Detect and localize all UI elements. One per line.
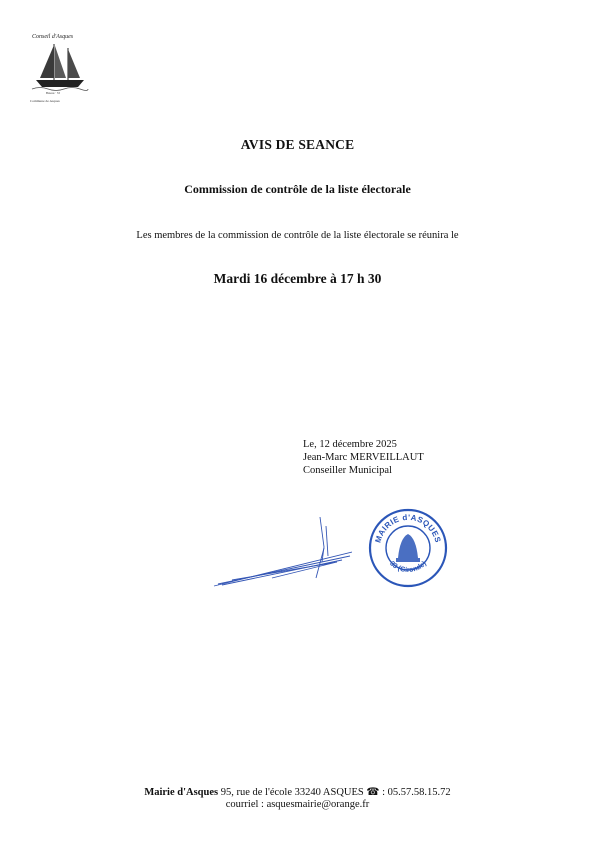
svg-text:33 (Gironde): 33 (Gironde) <box>388 560 428 575</box>
phone-icon: ☎ <box>366 787 380 798</box>
sailboat-logo <box>28 30 90 105</box>
sailboat-logo-icon <box>28 30 90 105</box>
footer-street: 95, rue de l'école 33240 ASQUES <box>220 787 364 798</box>
svg-text:Commune de Asques: Commune de Asques <box>30 99 60 103</box>
stamp-seal-icon <box>368 508 448 588</box>
footer-address <box>0 786 595 798</box>
svg-text:MAIRIE d'ASQUES: MAIRIE d'ASQUES <box>373 512 443 544</box>
handwritten-signature <box>212 512 352 592</box>
meeting-datetime: Mardi 16 décembre à 17 h 30 <box>213 271 382 286</box>
footer-email: courriel : asquesmairie@orange.fr <box>225 799 370 810</box>
signature-icon <box>212 512 352 592</box>
signatory-name: Jean-Marc MERVEILLAUT <box>303 452 424 463</box>
svg-text:Conseil d'Asques: Conseil d'Asques <box>32 34 74 40</box>
official-stamp <box>368 508 448 588</box>
notice-subtitle: Commission de contrôle de la liste électorale <box>184 182 411 196</box>
notice-title: AVIS DE SEANCE <box>240 137 355 152</box>
svg-text:Bateau · 33: Bateau · 33 <box>46 91 60 95</box>
footer-phone: : 05.57.58.15.72 <box>382 787 451 798</box>
signature-date: Le, 12 décembre 2025 <box>303 439 397 450</box>
notice-intro: Les membres de la commission de contrôle de la liste électorale se réunira le <box>136 230 459 241</box>
signatory-role: Conseiller Municipal <box>303 465 392 476</box>
footer-org: Mairie d'Asques <box>144 787 219 798</box>
